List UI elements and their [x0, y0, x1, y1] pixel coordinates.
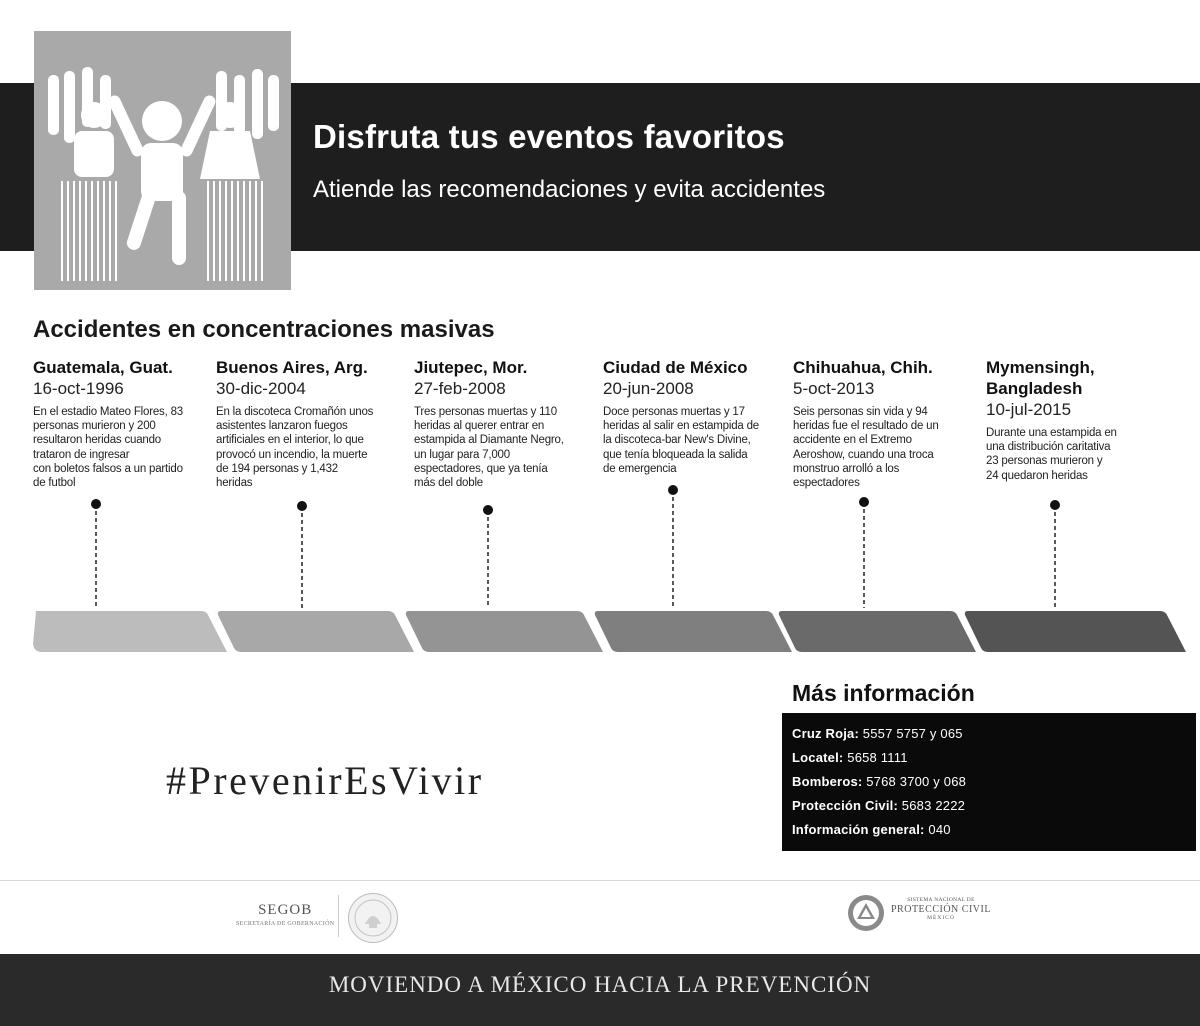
- event-mymensingh: [986, 357, 1158, 483]
- event-place: Ciudad de México: [603, 358, 748, 377]
- contact-row-locatel: Locatel: 5658 1111: [792, 750, 908, 765]
- contact-row-cruz-roja: Cruz Roja: 5557 5757 y 065: [792, 726, 963, 741]
- timeline-dot: [668, 485, 678, 495]
- footer-slogan: MOVIENDO A MÉXICO HACIA LA PREVENCIÓN: [328, 972, 872, 997]
- event-date: 10-jul-2015: [986, 400, 1072, 419]
- contact-row-bomberos: Bomberos: 5768 3700 y 068: [792, 774, 967, 789]
- event-description: Seis personas sin vida y 94 heridas fue el resultado de un accidente en el Extremo Aeroshow, cuando una troca monstruo arrolló a los espectadores: [793, 406, 939, 490]
- event-guatemala: [33, 357, 205, 490]
- contact-row-informacion-general: Información general: 040: [792, 822, 951, 837]
- event-chihuahua: [793, 357, 965, 490]
- mexico-coat-of-arms-icon: [348, 893, 398, 943]
- contact-row-proteccion-civil: Protección Civil: 5683 2222: [792, 798, 966, 813]
- event-place: Chihuahua, Chih.: [793, 358, 933, 377]
- timeline-segments: [33, 611, 1186, 652]
- timeline-segment: [33, 611, 227, 652]
- page-title: Disfruta tus eventos favoritos: [313, 118, 785, 155]
- timeline-dot: [1050, 500, 1060, 510]
- event-date: 20-jun-2008: [603, 379, 694, 398]
- timeline-dot: [859, 497, 869, 507]
- event-buenos-aires: [216, 357, 388, 490]
- timeline-connectors: [96, 490, 1055, 608]
- event-date: 5-oct-2013: [793, 379, 875, 398]
- contact-box: [782, 713, 1196, 851]
- hashtag: #PrevenirEsVivir: [166, 758, 484, 803]
- timeline-segment: [406, 611, 603, 652]
- timeline-segment: [595, 611, 792, 652]
- timeline-segment: [965, 611, 1186, 652]
- timeline-segment: [218, 611, 414, 652]
- event-description: Durante una estampida en una distribución caritativa 23 personas murieron y 24 quedaron heridas: [986, 427, 1117, 482]
- crowd-celebrating-icon: [34, 31, 291, 290]
- logo-divider: [338, 895, 339, 937]
- event-place: Jiutepec, Mor.: [414, 358, 528, 377]
- event-description: En el estadio Mateo Flores, 83 personas murieron y 200 resultaron heridas cuando trataron de ingresar con boletos falsos a un partido de futbol: [33, 406, 183, 490]
- event-date: 27-feb-2008: [414, 379, 506, 398]
- event-date: 16-oct-1996: [33, 379, 124, 398]
- civil-protection-triangle-icon: [846, 893, 886, 933]
- event-description: Tres personas muertas y 110 heridas al querer entrar en estampida al Diamante Negro, un lugar para 7,000 espectadores, que ya tenía más del doble: [414, 406, 564, 490]
- section-title: Accidentes en concentraciones masivas: [33, 316, 495, 343]
- more-info-title: Más información: [792, 680, 975, 706]
- page-subtitle: Atiende las recomendaciones y evita accidentes: [313, 176, 826, 203]
- timeline-dot: [483, 505, 493, 515]
- footer-divider: [0, 880, 1200, 881]
- event-place: Guatemala, Guat.: [33, 358, 173, 377]
- timeline-segment: [779, 611, 976, 652]
- civil-protection-logo-text: SISTEMA NACIONAL DE PROTECCIÓN CIVIL MÉXICO: [891, 897, 991, 921]
- event-description: Doce personas muertas y 17 heridas al salir en estampida de la discoteca-bar New's Divine, que tenía bloqueada la salida de emergencia: [603, 406, 759, 475]
- event-description: En la discoteca Cromañón unos asistentes lanzaron fuegos artificiales en el interior, lo que provocó un incendio, la muerte de 194 personas y 1,432 heridas: [216, 406, 374, 490]
- event-place: Mymensingh, Bangladesh: [986, 358, 1095, 398]
- timeline-dot: [91, 499, 101, 509]
- event-date: 30-dic-2004: [216, 379, 306, 398]
- timeline-dot: [297, 501, 307, 511]
- event-place: Buenos Aires, Arg.: [216, 358, 368, 377]
- event-ciudad-de-mexico: [603, 357, 775, 476]
- event-jiutepec: [414, 357, 586, 490]
- segob-logo: SEGOB SECRETARÍA DE GOBERNACIÓN: [236, 902, 335, 927]
